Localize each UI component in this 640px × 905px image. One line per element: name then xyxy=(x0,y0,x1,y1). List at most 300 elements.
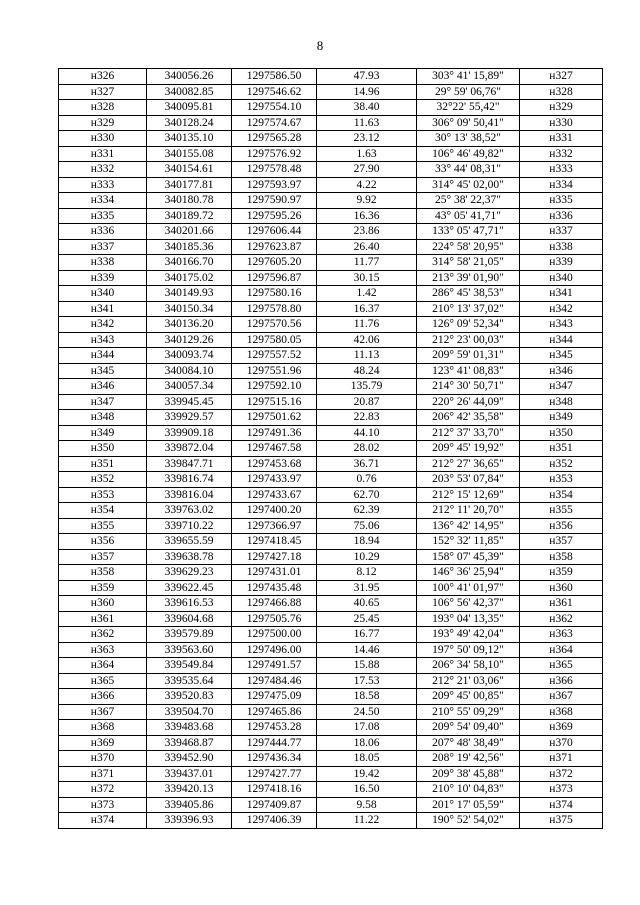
x-coordinate-cell: 339563.60 xyxy=(147,642,232,658)
y-coordinate-cell: 1297576.92 xyxy=(232,146,317,162)
x-coordinate-cell: 340154.61 xyxy=(147,162,232,178)
point-from-cell: н327 xyxy=(59,84,147,100)
point-from-cell: н359 xyxy=(59,580,147,596)
distance-cell: 17.08 xyxy=(317,720,417,736)
distance-cell: 27.90 xyxy=(317,162,417,178)
bearing-cell: 212° 23' 00,03" xyxy=(417,332,520,348)
y-coordinate-cell: 1297406.39 xyxy=(232,813,317,829)
point-to-cell: н347 xyxy=(520,379,603,395)
bearing-cell: 212° 15' 12,69" xyxy=(417,487,520,503)
table-row xyxy=(59,689,603,705)
x-coordinate-cell: 339452.90 xyxy=(147,751,232,767)
bearing-cell: 193° 04' 13,35" xyxy=(417,611,520,627)
bearing-cell: 210° 10' 04,83" xyxy=(417,782,520,798)
bearing-cell: 43° 05' 41,71" xyxy=(417,208,520,224)
point-from-cell: н329 xyxy=(59,115,147,131)
point-from-cell: н346 xyxy=(59,379,147,395)
bearing-cell: 209° 59' 01,31" xyxy=(417,348,520,364)
y-coordinate-cell: 1297580.05 xyxy=(232,332,317,348)
x-coordinate-cell: 339945.45 xyxy=(147,394,232,410)
y-coordinate-cell: 1297467.58 xyxy=(232,441,317,457)
x-coordinate-cell: 340175.02 xyxy=(147,270,232,286)
bearing-cell: 210° 13' 37,02" xyxy=(417,301,520,317)
distance-cell: 18.94 xyxy=(317,534,417,550)
point-to-cell: н337 xyxy=(520,224,603,240)
point-from-cell: н353 xyxy=(59,487,147,503)
distance-cell: 11.63 xyxy=(317,115,417,131)
y-coordinate-cell: 1297427.18 xyxy=(232,549,317,565)
point-from-cell: н373 xyxy=(59,797,147,813)
x-coordinate-cell: 340056.26 xyxy=(147,69,232,85)
table-row xyxy=(59,208,603,224)
bearing-cell: 106° 56' 42,37" xyxy=(417,596,520,612)
point-to-cell: н353 xyxy=(520,472,603,488)
point-from-cell: н334 xyxy=(59,193,147,209)
distance-cell: 36.71 xyxy=(317,456,417,472)
table-row xyxy=(59,565,603,581)
point-to-cell: н361 xyxy=(520,596,603,612)
point-to-cell: н355 xyxy=(520,503,603,519)
y-coordinate-cell: 1297501.62 xyxy=(232,410,317,426)
distance-cell: 19.42 xyxy=(317,766,417,782)
distance-cell: 16.37 xyxy=(317,301,417,317)
distance-cell: 42.06 xyxy=(317,332,417,348)
table-row xyxy=(59,673,603,689)
table-row xyxy=(59,224,603,240)
point-to-cell: н351 xyxy=(520,441,603,457)
point-from-cell: н332 xyxy=(59,162,147,178)
point-to-cell: н359 xyxy=(520,565,603,581)
table-row xyxy=(59,518,603,534)
point-from-cell: н352 xyxy=(59,472,147,488)
y-coordinate-cell: 1297484.46 xyxy=(232,673,317,689)
distance-cell: 18.58 xyxy=(317,689,417,705)
y-coordinate-cell: 1297551.96 xyxy=(232,363,317,379)
x-coordinate-cell: 340177.81 xyxy=(147,177,232,193)
y-coordinate-cell: 1297554.10 xyxy=(232,100,317,116)
point-from-cell: н358 xyxy=(59,565,147,581)
y-coordinate-cell: 1297586.50 xyxy=(232,69,317,85)
table-row xyxy=(59,146,603,162)
y-coordinate-cell: 1297580.16 xyxy=(232,286,317,302)
x-coordinate-cell: 339549.84 xyxy=(147,658,232,674)
distance-cell: 1.42 xyxy=(317,286,417,302)
bearing-cell: 33° 44' 08,31" xyxy=(417,162,520,178)
y-coordinate-cell: 1297605.20 xyxy=(232,255,317,271)
table-row xyxy=(59,84,603,100)
distance-cell: 30.15 xyxy=(317,270,417,286)
x-coordinate-cell: 340057.34 xyxy=(147,379,232,395)
bearing-cell: 100° 41' 01,97" xyxy=(417,580,520,596)
point-to-cell: н346 xyxy=(520,363,603,379)
point-from-cell: н348 xyxy=(59,410,147,426)
bearing-cell: 209° 45' 00,85" xyxy=(417,689,520,705)
table-row xyxy=(59,704,603,720)
point-to-cell: н335 xyxy=(520,193,603,209)
point-from-cell: н367 xyxy=(59,704,147,720)
distance-cell: 17.53 xyxy=(317,673,417,689)
point-to-cell: н350 xyxy=(520,425,603,441)
table-row xyxy=(59,627,603,643)
point-to-cell: н329 xyxy=(520,100,603,116)
y-coordinate-cell: 1297453.68 xyxy=(232,456,317,472)
bearing-cell: 209° 45' 19,92" xyxy=(417,441,520,457)
x-coordinate-cell: 339405.86 xyxy=(147,797,232,813)
distance-cell: 15.88 xyxy=(317,658,417,674)
y-coordinate-cell: 1297593.97 xyxy=(232,177,317,193)
distance-cell: 9.58 xyxy=(317,797,417,813)
table-row xyxy=(59,797,603,813)
y-coordinate-cell: 1297565.28 xyxy=(232,131,317,147)
point-to-cell: н369 xyxy=(520,720,603,736)
distance-cell: 62.70 xyxy=(317,487,417,503)
table-row xyxy=(59,270,603,286)
x-coordinate-cell: 340189.72 xyxy=(147,208,232,224)
distance-cell: 47.93 xyxy=(317,69,417,85)
bearing-cell: 32°22' 55,42" xyxy=(417,100,520,116)
table-row xyxy=(59,363,603,379)
table-row xyxy=(59,100,603,116)
point-to-cell: н342 xyxy=(520,301,603,317)
y-coordinate-cell: 1297465.86 xyxy=(232,704,317,720)
point-from-cell: н338 xyxy=(59,255,147,271)
distance-cell: 38.40 xyxy=(317,100,417,116)
table-row xyxy=(59,239,603,255)
y-coordinate-cell: 1297433.67 xyxy=(232,487,317,503)
point-from-cell: н361 xyxy=(59,611,147,627)
bearing-cell: 158° 07' 45,39" xyxy=(417,549,520,565)
x-coordinate-cell: 340093.74 xyxy=(147,348,232,364)
x-coordinate-cell: 339437.01 xyxy=(147,766,232,782)
table-row xyxy=(59,813,603,829)
x-coordinate-cell: 339604.68 xyxy=(147,611,232,627)
point-from-cell: н349 xyxy=(59,425,147,441)
bearing-cell: 314° 45' 02,00" xyxy=(417,177,520,193)
distance-cell: 18.06 xyxy=(317,735,417,751)
y-coordinate-cell: 1297606.44 xyxy=(232,224,317,240)
bearing-cell: 213° 39' 01,90" xyxy=(417,270,520,286)
distance-cell: 11.22 xyxy=(317,813,417,829)
point-to-cell: н341 xyxy=(520,286,603,302)
table-row xyxy=(59,193,603,209)
coordinates-table xyxy=(58,68,603,829)
point-from-cell: н357 xyxy=(59,549,147,565)
bearing-cell: 30° 13' 38,52" xyxy=(417,131,520,147)
distance-cell: 23.86 xyxy=(317,224,417,240)
point-from-cell: н328 xyxy=(59,100,147,116)
table-row xyxy=(59,534,603,550)
x-coordinate-cell: 339504.70 xyxy=(147,704,232,720)
point-to-cell: н370 xyxy=(520,735,603,751)
y-coordinate-cell: 1297491.36 xyxy=(232,425,317,441)
point-to-cell: н356 xyxy=(520,518,603,534)
x-coordinate-cell: 340135.10 xyxy=(147,131,232,147)
y-coordinate-cell: 1297515.16 xyxy=(232,394,317,410)
point-from-cell: н345 xyxy=(59,363,147,379)
point-to-cell: н330 xyxy=(520,115,603,131)
point-from-cell: н333 xyxy=(59,177,147,193)
bearing-cell: 207° 48' 38,49" xyxy=(417,735,520,751)
y-coordinate-cell: 1297496.00 xyxy=(232,642,317,658)
point-to-cell: н343 xyxy=(520,317,603,333)
x-coordinate-cell: 339535.64 xyxy=(147,673,232,689)
x-coordinate-cell: 340185.36 xyxy=(147,239,232,255)
x-coordinate-cell: 340201.66 xyxy=(147,224,232,240)
table-row xyxy=(59,115,603,131)
page-number: 8 xyxy=(316,38,324,53)
distance-cell: 26.40 xyxy=(317,239,417,255)
distance-cell: 135.79 xyxy=(317,379,417,395)
bearing-cell: 212° 37' 33,70" xyxy=(417,425,520,441)
point-to-cell: н338 xyxy=(520,239,603,255)
point-to-cell: н375 xyxy=(520,813,603,829)
bearing-cell: 314° 58' 21,05" xyxy=(417,255,520,271)
bearing-cell: 212° 21' 03,06" xyxy=(417,673,520,689)
point-from-cell: н365 xyxy=(59,673,147,689)
table-row xyxy=(59,642,603,658)
table-body xyxy=(59,69,603,829)
point-from-cell: н337 xyxy=(59,239,147,255)
y-coordinate-cell: 1297475.09 xyxy=(232,689,317,705)
bearing-cell: 133° 05' 47,71" xyxy=(417,224,520,240)
x-coordinate-cell: 339638.78 xyxy=(147,549,232,565)
point-from-cell: н360 xyxy=(59,596,147,612)
table-row xyxy=(59,735,603,751)
distance-cell: 1.63 xyxy=(317,146,417,162)
point-from-cell: н368 xyxy=(59,720,147,736)
table-row xyxy=(59,379,603,395)
point-to-cell: н362 xyxy=(520,611,603,627)
point-from-cell: н355 xyxy=(59,518,147,534)
distance-cell: 11.76 xyxy=(317,317,417,333)
bearing-cell: 220° 26' 44,09" xyxy=(417,394,520,410)
x-coordinate-cell: 339816.74 xyxy=(147,472,232,488)
point-from-cell: н343 xyxy=(59,332,147,348)
table-row xyxy=(59,131,603,147)
distance-cell: 16.50 xyxy=(317,782,417,798)
bearing-cell: 197° 50' 09,12" xyxy=(417,642,520,658)
x-coordinate-cell: 339616.53 xyxy=(147,596,232,612)
point-to-cell: н366 xyxy=(520,673,603,689)
bearing-cell: 206° 34' 58,10" xyxy=(417,658,520,674)
y-coordinate-cell: 1297578.80 xyxy=(232,301,317,317)
table-row xyxy=(59,394,603,410)
distance-cell: 44.10 xyxy=(317,425,417,441)
point-to-cell: н371 xyxy=(520,751,603,767)
point-from-cell: н350 xyxy=(59,441,147,457)
distance-cell: 16.36 xyxy=(317,208,417,224)
x-coordinate-cell: 339579.89 xyxy=(147,627,232,643)
point-to-cell: н340 xyxy=(520,270,603,286)
point-from-cell: н331 xyxy=(59,146,147,162)
bearing-cell: 286° 45' 38,53" xyxy=(417,286,520,302)
point-to-cell: н332 xyxy=(520,146,603,162)
table-row xyxy=(59,580,603,596)
y-coordinate-cell: 1297366.97 xyxy=(232,518,317,534)
point-from-cell: н339 xyxy=(59,270,147,286)
point-from-cell: н369 xyxy=(59,735,147,751)
point-to-cell: н363 xyxy=(520,627,603,643)
bearing-cell: 306° 09' 50,41" xyxy=(417,115,520,131)
bearing-cell: 303° 41' 15,89" xyxy=(417,69,520,85)
table-row xyxy=(59,348,603,364)
x-coordinate-cell: 339468.87 xyxy=(147,735,232,751)
table-row xyxy=(59,301,603,317)
bearing-cell: 25° 38' 22,37" xyxy=(417,193,520,209)
y-coordinate-cell: 1297546.62 xyxy=(232,84,317,100)
x-coordinate-cell: 340180.78 xyxy=(147,193,232,209)
point-to-cell: н331 xyxy=(520,131,603,147)
x-coordinate-cell: 339483.68 xyxy=(147,720,232,736)
y-coordinate-cell: 1297623.87 xyxy=(232,239,317,255)
table-row xyxy=(59,286,603,302)
distance-cell: 11.77 xyxy=(317,255,417,271)
table-row xyxy=(59,162,603,178)
x-coordinate-cell: 339622.45 xyxy=(147,580,232,596)
point-to-cell: н358 xyxy=(520,549,603,565)
point-from-cell: н356 xyxy=(59,534,147,550)
point-from-cell: н342 xyxy=(59,317,147,333)
point-from-cell: н364 xyxy=(59,658,147,674)
x-coordinate-cell: 340136.20 xyxy=(147,317,232,333)
bearing-cell: 126° 09' 52,34" xyxy=(417,317,520,333)
point-from-cell: н326 xyxy=(59,69,147,85)
bearing-cell: 190° 52' 54,02" xyxy=(417,813,520,829)
point-from-cell: н372 xyxy=(59,782,147,798)
y-coordinate-cell: 1297427.77 xyxy=(232,766,317,782)
x-coordinate-cell: 340084.10 xyxy=(147,363,232,379)
point-from-cell: н370 xyxy=(59,751,147,767)
point-to-cell: н334 xyxy=(520,177,603,193)
bearing-cell: 224° 58' 20,95" xyxy=(417,239,520,255)
bearing-cell: 203° 53' 07,84" xyxy=(417,472,520,488)
point-from-cell: н344 xyxy=(59,348,147,364)
x-coordinate-cell: 340128.24 xyxy=(147,115,232,131)
y-coordinate-cell: 1297596.87 xyxy=(232,270,317,286)
table-row xyxy=(59,332,603,348)
y-coordinate-cell: 1297595.26 xyxy=(232,208,317,224)
point-from-cell: н354 xyxy=(59,503,147,519)
bearing-cell: 209° 54' 09,40" xyxy=(417,720,520,736)
y-coordinate-cell: 1297491.57 xyxy=(232,658,317,674)
point-to-cell: н344 xyxy=(520,332,603,348)
bearing-cell: 136° 42' 14,95" xyxy=(417,518,520,534)
y-coordinate-cell: 1297418.45 xyxy=(232,534,317,550)
x-coordinate-cell: 339629.23 xyxy=(147,565,232,581)
distance-cell: 40.65 xyxy=(317,596,417,612)
point-from-cell: н340 xyxy=(59,286,147,302)
table-row xyxy=(59,596,603,612)
bearing-cell: 212° 11' 20,70" xyxy=(417,503,520,519)
point-to-cell: н328 xyxy=(520,84,603,100)
y-coordinate-cell: 1297570.56 xyxy=(232,317,317,333)
distance-cell: 0.76 xyxy=(317,472,417,488)
point-from-cell: н366 xyxy=(59,689,147,705)
x-coordinate-cell: 339420.13 xyxy=(147,782,232,798)
point-to-cell: н368 xyxy=(520,704,603,720)
distance-cell: 10.29 xyxy=(317,549,417,565)
point-to-cell: н349 xyxy=(520,410,603,426)
table-row xyxy=(59,69,603,85)
bearing-cell: 201° 17' 05,59" xyxy=(417,797,520,813)
y-coordinate-cell: 1297578.48 xyxy=(232,162,317,178)
distance-cell: 14.46 xyxy=(317,642,417,658)
table-row xyxy=(59,720,603,736)
y-coordinate-cell: 1297436.34 xyxy=(232,751,317,767)
point-to-cell: н339 xyxy=(520,255,603,271)
y-coordinate-cell: 1297592.10 xyxy=(232,379,317,395)
bearing-cell: 206° 42' 35,58" xyxy=(417,410,520,426)
bearing-cell: 214° 30' 50,71" xyxy=(417,379,520,395)
x-coordinate-cell: 339847.71 xyxy=(147,456,232,472)
point-to-cell: н373 xyxy=(520,782,603,798)
x-coordinate-cell: 339520.83 xyxy=(147,689,232,705)
point-to-cell: н367 xyxy=(520,689,603,705)
bearing-cell: 146° 36' 25,94" xyxy=(417,565,520,581)
point-to-cell: н365 xyxy=(520,658,603,674)
y-coordinate-cell: 1297431.01 xyxy=(232,565,317,581)
distance-cell: 8.12 xyxy=(317,565,417,581)
point-from-cell: н351 xyxy=(59,456,147,472)
table-row xyxy=(59,658,603,674)
x-coordinate-cell: 340155.08 xyxy=(147,146,232,162)
bearing-cell: 193° 49' 42,04" xyxy=(417,627,520,643)
point-from-cell: н336 xyxy=(59,224,147,240)
y-coordinate-cell: 1297400.20 xyxy=(232,503,317,519)
x-coordinate-cell: 339710.22 xyxy=(147,518,232,534)
table-row xyxy=(59,751,603,767)
point-to-cell: н354 xyxy=(520,487,603,503)
x-coordinate-cell: 340082.85 xyxy=(147,84,232,100)
x-coordinate-cell: 339763.02 xyxy=(147,503,232,519)
distance-cell: 75.06 xyxy=(317,518,417,534)
table-row xyxy=(59,177,603,193)
y-coordinate-cell: 1297557.52 xyxy=(232,348,317,364)
table-row xyxy=(59,503,603,519)
y-coordinate-cell: 1297453.28 xyxy=(232,720,317,736)
table-row xyxy=(59,255,603,271)
x-coordinate-cell: 339655.59 xyxy=(147,534,232,550)
point-from-cell: н341 xyxy=(59,301,147,317)
point-from-cell: н374 xyxy=(59,813,147,829)
y-coordinate-cell: 1297433.97 xyxy=(232,472,317,488)
table-row xyxy=(59,425,603,441)
point-from-cell: н362 xyxy=(59,627,147,643)
x-coordinate-cell: 340150.34 xyxy=(147,301,232,317)
table-row xyxy=(59,766,603,782)
distance-cell: 22.83 xyxy=(317,410,417,426)
table-row xyxy=(59,456,603,472)
point-from-cell: н330 xyxy=(59,131,147,147)
point-to-cell: н345 xyxy=(520,348,603,364)
x-coordinate-cell: 340129.26 xyxy=(147,332,232,348)
distance-cell: 25.45 xyxy=(317,611,417,627)
point-to-cell: н348 xyxy=(520,394,603,410)
point-to-cell: н352 xyxy=(520,456,603,472)
y-coordinate-cell: 1297435.48 xyxy=(232,580,317,596)
x-coordinate-cell: 340166.70 xyxy=(147,255,232,271)
table-row xyxy=(59,549,603,565)
x-coordinate-cell: 339929.57 xyxy=(147,410,232,426)
point-from-cell: н335 xyxy=(59,208,147,224)
point-to-cell: н372 xyxy=(520,766,603,782)
table-row xyxy=(59,441,603,457)
x-coordinate-cell: 339872.04 xyxy=(147,441,232,457)
y-coordinate-cell: 1297505.76 xyxy=(232,611,317,627)
distance-cell: 23.12 xyxy=(317,131,417,147)
point-from-cell: н363 xyxy=(59,642,147,658)
distance-cell: 48.24 xyxy=(317,363,417,379)
